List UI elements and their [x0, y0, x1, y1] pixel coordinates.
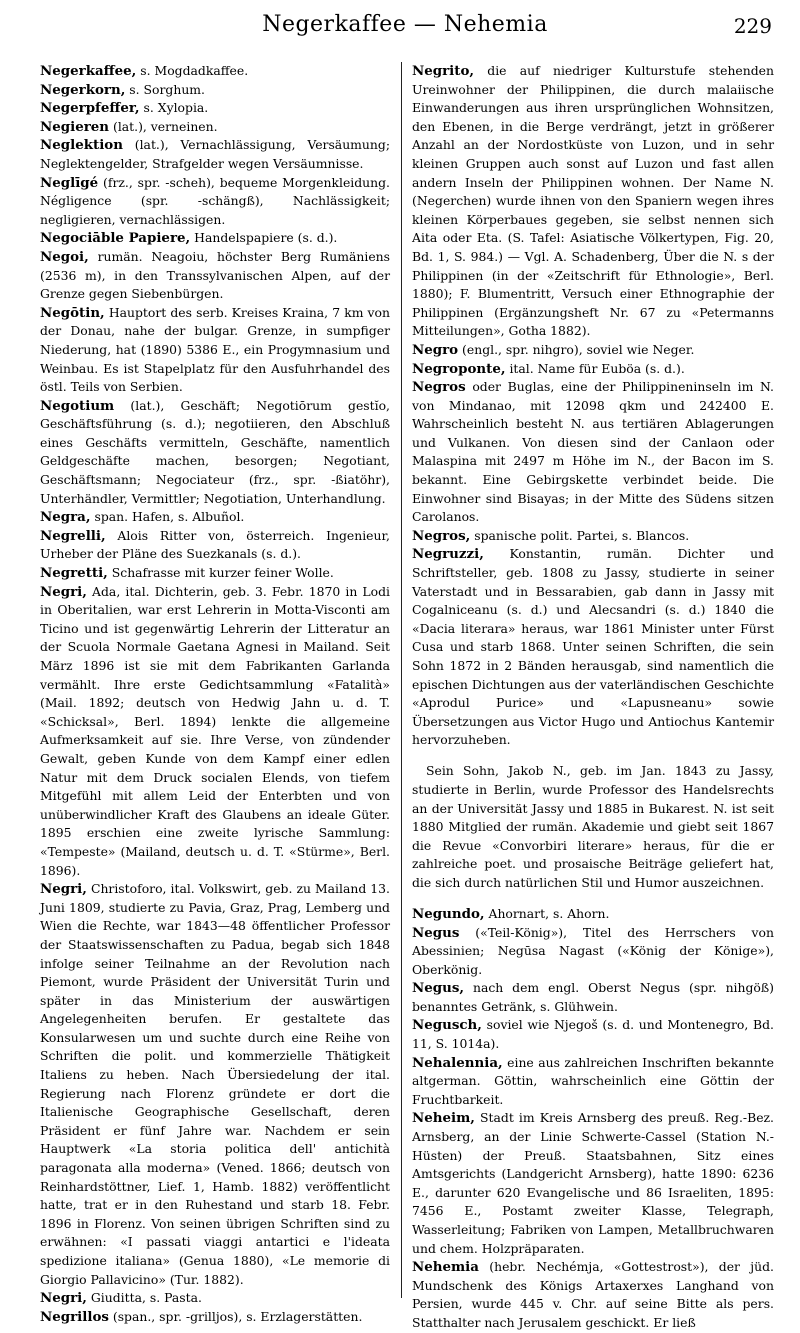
dictionary-entry: [412, 1258, 774, 1332]
entry-headword: Negri,: [40, 881, 87, 898]
entry-continuation: Sein Sohn, Jakob N., geb. im Jan. 1843 zu Jassy, studierte in Berlin, wurde Professor des Handelsrechts an der Universität Jassy und 1885 in Bukarest. N. ist seit 1880 Mitglied der rumän. Akademie und giebt seit 1867 die Revue «Convorbiri literare» heraus, für die er zahlreiche poet. und prosaische Beiträge geliefert hat, die sich durch natürlichen Stil und Humor auszeichnen.: [412, 763, 774, 890]
running-head: Negerkaffee — Nehemia: [262, 12, 548, 37]
dictionary-entry: [40, 174, 390, 230]
entry-text: Christoforo, ital. Volkswirt, geb. zu Mailand 13. Juni 1809, studierte zu Pavia, Graz, Prag, Lemberg und Wien die Rechte, war 1843—48 öffentlicher Professor der Staatswissenschaften zu Padua, begab sich 1848 infolge seiner Teilnahme an der Revolution nach Piemont, wurde Präsident der Universität Turin und später in das Ministerium der auswärtigen Angelegenheiten berufen. Er gestaltete das Konsularwesen um und suchte durch eine Reihe von Schriften die polit. und kommerzielle Thätigkeit Italiens zu heben. Nach Übersiedelung der ital. Regierung nach Florenz gründete er dort die Italienische Geographische Gesellschaft, deren Präsident er fünf Jahre war. Nachdem er sein Hauptwerk «La storia politica dell' antichità paragonata alla moderna» (Vened. 1866; deutsch von Reinhardstöttner, Lief. 1, Hamb. 1882) veröffentlicht hatte, trat er in den Ruhestand und starb 18. Febr. 1896 in Florenz. Von seinen übrigen Schriften sind zu erwähnen: «I passati viaggi antartici e l'ideata spedizione italiana» (Genua 1880), «Le memorie di Giorgio Pallavicino» (Tur. 1882).: [40, 881, 390, 1287]
entry-text: (engl., spr. nihgro), soviel wie Neger.: [458, 341, 695, 357]
entry-headword: Negus: [412, 924, 460, 941]
entry-headword: Negerpfeffer,: [40, 100, 140, 117]
left-column: [40, 62, 390, 1325]
entry-headword: Neglīgé: [40, 174, 99, 191]
entry-headword: Negociāble Papiere,: [40, 230, 191, 247]
entry-headword: Negretti,: [40, 565, 108, 582]
page-number: 229: [733, 14, 772, 38]
dictionary-entry: [412, 545, 774, 750]
entry-headword: Negros,: [412, 527, 471, 544]
entry-headword: Negoi,: [40, 248, 89, 265]
entry-text: Stadt im Kreis Arnsberg des preuß. Reg.-Bez. Arnsberg, an der Linie Schwerte-Cassel (Station N.-Hüsten) der Preuß. Staatsbahnen, Sitz eines Amtsgerichts (Landgericht Arnsberg), hatte 1890: 6236 E., darunter 620 Evangelische und 86 Israeliten, 1895: 7456 E., Postamt zweiter Klasse, Telegraph, Wasserleitung; Fabriken von Lampen, Metallbruchwaren und chem. Holzpräparaten.: [412, 1110, 774, 1256]
entry-text: s. Sorghum.: [125, 81, 205, 97]
dictionary-entry: [40, 304, 390, 397]
entry-text: soviel wie Njegoš (s. d. und Montenegro, Bd. 11, S. 1014a).: [412, 1017, 774, 1052]
entry-text: nach dem engl. Oberst Negus (spr. nihgöß) benanntes Getränk, s. Glühwein.: [412, 980, 774, 1014]
entry-text: (hebr. Nechémja, «Gottestrost»), der jüd. Mundschenk des Königs Artaxerxes Langhand von Persien, wurde 445 v. Chr. auf seine Bitte als pers. Statthalter nach Jerusalem geschickt. Er ließ: [412, 1259, 774, 1330]
entry-headword: Nehemia: [412, 1259, 479, 1276]
dictionary-entry: [412, 905, 774, 924]
entry-headword: Negrillos: [40, 1308, 109, 1325]
dictionary-entry: [412, 378, 774, 527]
dictionary-entry: [40, 118, 390, 137]
entry-headword: Negerkaffee,: [40, 63, 137, 79]
entry-text: Schafrasse mit kurzer feiner Wolle.: [107, 565, 334, 581]
entry-text: («Teil-König»), Titel des Herrschers von Abessinien; Negūsa Nagast («König der Könige»), Oberkönig.: [412, 924, 774, 977]
entry-text: Giuditta, s. Pasta.: [86, 1290, 202, 1306]
entry-text: (lat.), Geschäft; Negotiōrum gestĭo, Geschäftsführung (s. d.); negotiieren, den Abschluß eines Geschäfts vermitteln, Geschäfte, namentlich Geldgeschäfte machen, besorgen; Negotiant, Geschäftsmann; Negociateur (frz., spr. -ßiatöhr), Unterhändler, Vermittler; Negotiation, Unterhandlung.: [40, 397, 390, 506]
right-column: [412, 62, 774, 1330]
entry-headword: Negri,: [40, 1290, 87, 1307]
dictionary-entry: [412, 924, 774, 980]
entry-text: Ada, ital. Dichterin, geb. 3. Febr. 1870 in Lodi in Oberitalien, war erst Lehrerin in Motta-Visconti am Ticino und ist gegenwärtig Lehrerin der Litteratur an der Scuola Normale Gaetana Agnesi in Mailand. Seit März 1896 ist sie mit dem Fabrikanten Garlanda vermählt. Ihre erste Gedichtsammlung «Fatalità» (Mail. 1892; deutsch von Hedwig Jahn u. d. T. «Schicksal», Berl. 1894) lenkte die allgemeine Aufmerksamkeit auf sie. Ihre Verse, von zündender Gewalt, geben Kunde von dem Kampf einer edlen Natur mit dem Druck socialen Elends, von tiefem Mitgefühl mit allem Leid der Enterbten und von unüberwindlicher Kraft des Glaubens an ideale Güter. 1895 erschien eine zweite lyrische Sammlung: «Tempeste» (Mailand, deutsch u. d. T. «Stürme», Berl. 1896).: [40, 583, 390, 878]
dictionary-entry: [40, 136, 390, 173]
entry-text: (frz., spr. -scheh), bequeme Morgenkleidung. Négligence (spr. -schängß), Nachlässigkeit; negligieren, vernachlässigen.: [40, 174, 390, 227]
entry-headword: Negruzzi,: [412, 546, 484, 563]
entry-headword: Negundo,: [412, 905, 485, 922]
dictionary-entry: [40, 397, 390, 509]
entry-text: Konstantin, rumän. Dichter und Schriftsteller, geb. 1808 zu Jassy, studierte in seiner Vaterstadt und in Bessarabien, gab dann in Jassy mit Cogalniceanu (s. d.) und Alecsandri (s. d.) 1840 die «Dacia literara» heraus, war 1861 Minister unter Fürst Cusa und starb 1868. Unter seinen Schriften, die sein Sohn 1872 in 2 Bänden herausgab, sind namentlich die epischen Dichtungen aus der vaterländischen Geschichte «Aprodul Purice» und «Lapusneanu» sowie Übersetzungen aus Victor Hugo und Antiochus Kantemir hervorzuheben.: [412, 546, 774, 748]
dictionary-entry: [412, 360, 774, 379]
entry-headword: Negro: [412, 341, 459, 358]
entry-text: (lat.), Vernachlässigung, Versäumung; Neglektengelder, Strafgelder wegen Versäumnisse.: [40, 137, 390, 171]
dictionary-entry: [412, 1109, 774, 1258]
entry-text: spanische polit. Partei, s. Blancos.: [470, 527, 690, 543]
dictionary-entry: [40, 880, 390, 1289]
entry-text: ital. Name für Euböa (s. d.).: [505, 360, 685, 376]
column-divider: [401, 62, 402, 1298]
entry-text: rumän. Neagoiu, höchster Berg Rumäniens (2536 m), in den Transsylvanischen Alpen, auf der Grenze gegen Siebenbürgen.: [40, 248, 390, 302]
entry-text: Hauptort des serb. Kreises Kraina, 7 km von der Donau, nahe der bulgar. Grenze, in sumpfiger Niederung, hat (1890) 5386 E., ein Progymnasium und Weinbau. Es ist Stapelplatz für den Ausfuhrhandel des östl. Teils von Serbien.: [40, 304, 390, 395]
entry-headword: Neglektion: [40, 137, 123, 154]
entry-text: Ahornart, s. Ahorn.: [484, 905, 610, 921]
dictionary-entry: [40, 1308, 390, 1327]
entry-text: s. Xylopia.: [139, 100, 209, 116]
dictionary-entry: [40, 62, 390, 81]
dictionary-entry: [412, 979, 774, 1016]
entry-headword: Negri,: [40, 583, 87, 600]
dictionary-entry: [40, 527, 390, 564]
page-header: [38, 12, 772, 42]
entry-text: Alois Ritter von, österreich. Ingenieur, Urheber der Pläne des Suezkanals (s. d.).: [40, 527, 390, 562]
entry-text: die auf niedriger Kulturstufe stehenden Ureinwohner der Philippinen, die durch malaiische Einwanderungen aus ihren ursprünglichen Wohnsitzen, den Ebenen, in die Berge verdrängt, jetzt in größerer Anzahl an der Nordostküste von Luzon, und in sehr kleinen Gruppen auch sonst auf Luzon und fast allen andern Inseln der Philippinen wohnen. Der Name N. (Negerchen) wurde ihnen von den Spaniern wegen ihres kleinen Körperbaues gegeben, sie selbst nennen sich Aita oder Eta. (S. Tafel: Asiatische Völkertypen, Fig. 20, Bd. 1, S. 984.) — Vgl. A. Schadenberg, Über die N. s der Philippinen (in der «Zeitschrift für Ethnologie», Berl. 1880); F. Blumentritt, Versuch einer Ethnographie der Philippinen (Ergänzungsheft Nr. 67 zu «Petermanns Mitteilungen», Gotha 1882).: [412, 63, 774, 339]
dictionary-entry: [40, 583, 390, 881]
entry-headword: Negusch,: [412, 1017, 482, 1034]
entry-headword: Neheim,: [412, 1110, 475, 1127]
entry-headword: Negōtin,: [40, 304, 105, 321]
entry-headword: Negus,: [412, 980, 465, 997]
entry-headword: Negrelli,: [40, 527, 106, 544]
entry-headword: Nehalennia,: [412, 1054, 503, 1071]
entry-text: (lat.), verneinen.: [109, 118, 218, 134]
dictionary-entry: [412, 527, 774, 546]
entry-headword: Negerkorn,: [40, 81, 126, 98]
dictionary-entry: [40, 564, 390, 583]
entry-headword: Negrito,: [412, 63, 475, 79]
dictionary-entry: [40, 508, 390, 527]
entry-text: oder Buglas, eine der Philippineninseln im N. von Mindanao, mit 12098 qkm und 242400 E. Wahrscheinlich besteht N. aus tertiären Ablagerungen und Vulkanen. Von diesen sind der Canlaon oder Malaspina mit 2497 m Höhe im N., der Bacon im S. bekannt. Eine Gebirgskette verbindet beide. Die Einwohner sind Bisayas; in der Mitte des Südens sitzen Carolanos.: [412, 379, 774, 525]
entry-text: span. Hafen, s. Albuñol.: [90, 509, 245, 525]
entry-headword: Negros: [412, 379, 466, 396]
dictionary-entry: [412, 62, 774, 341]
dictionary-entry: [40, 99, 390, 118]
entry-text: eine aus zahlreichen Inschriften bekannte altgerman. Göttin, wahrscheinlich eine Göttin der Fruchtbarkeit.: [412, 1054, 774, 1107]
entry-headword: Negotium: [40, 397, 115, 414]
entry-headword: Negra,: [40, 509, 91, 526]
entry-headword: Negroponte,: [412, 360, 506, 377]
dictionary-entry: [412, 1054, 774, 1110]
dictionary-entry: [412, 1016, 774, 1053]
entry-text: s. Mogdadkaffee.: [136, 63, 249, 78]
entry-headword: Negieren: [40, 118, 110, 135]
dictionary-entry: [412, 341, 774, 360]
entry-text: (span., spr. -grilljos), s. Erzlagerstätten.: [108, 1308, 363, 1324]
dictionary-entry: [40, 81, 390, 100]
dictionary-entry: [40, 1289, 390, 1308]
entry-text: Handelspapiere (s. d.).: [190, 230, 338, 246]
dictionary-entry: [40, 229, 390, 248]
dictionary-entry: [40, 248, 390, 304]
